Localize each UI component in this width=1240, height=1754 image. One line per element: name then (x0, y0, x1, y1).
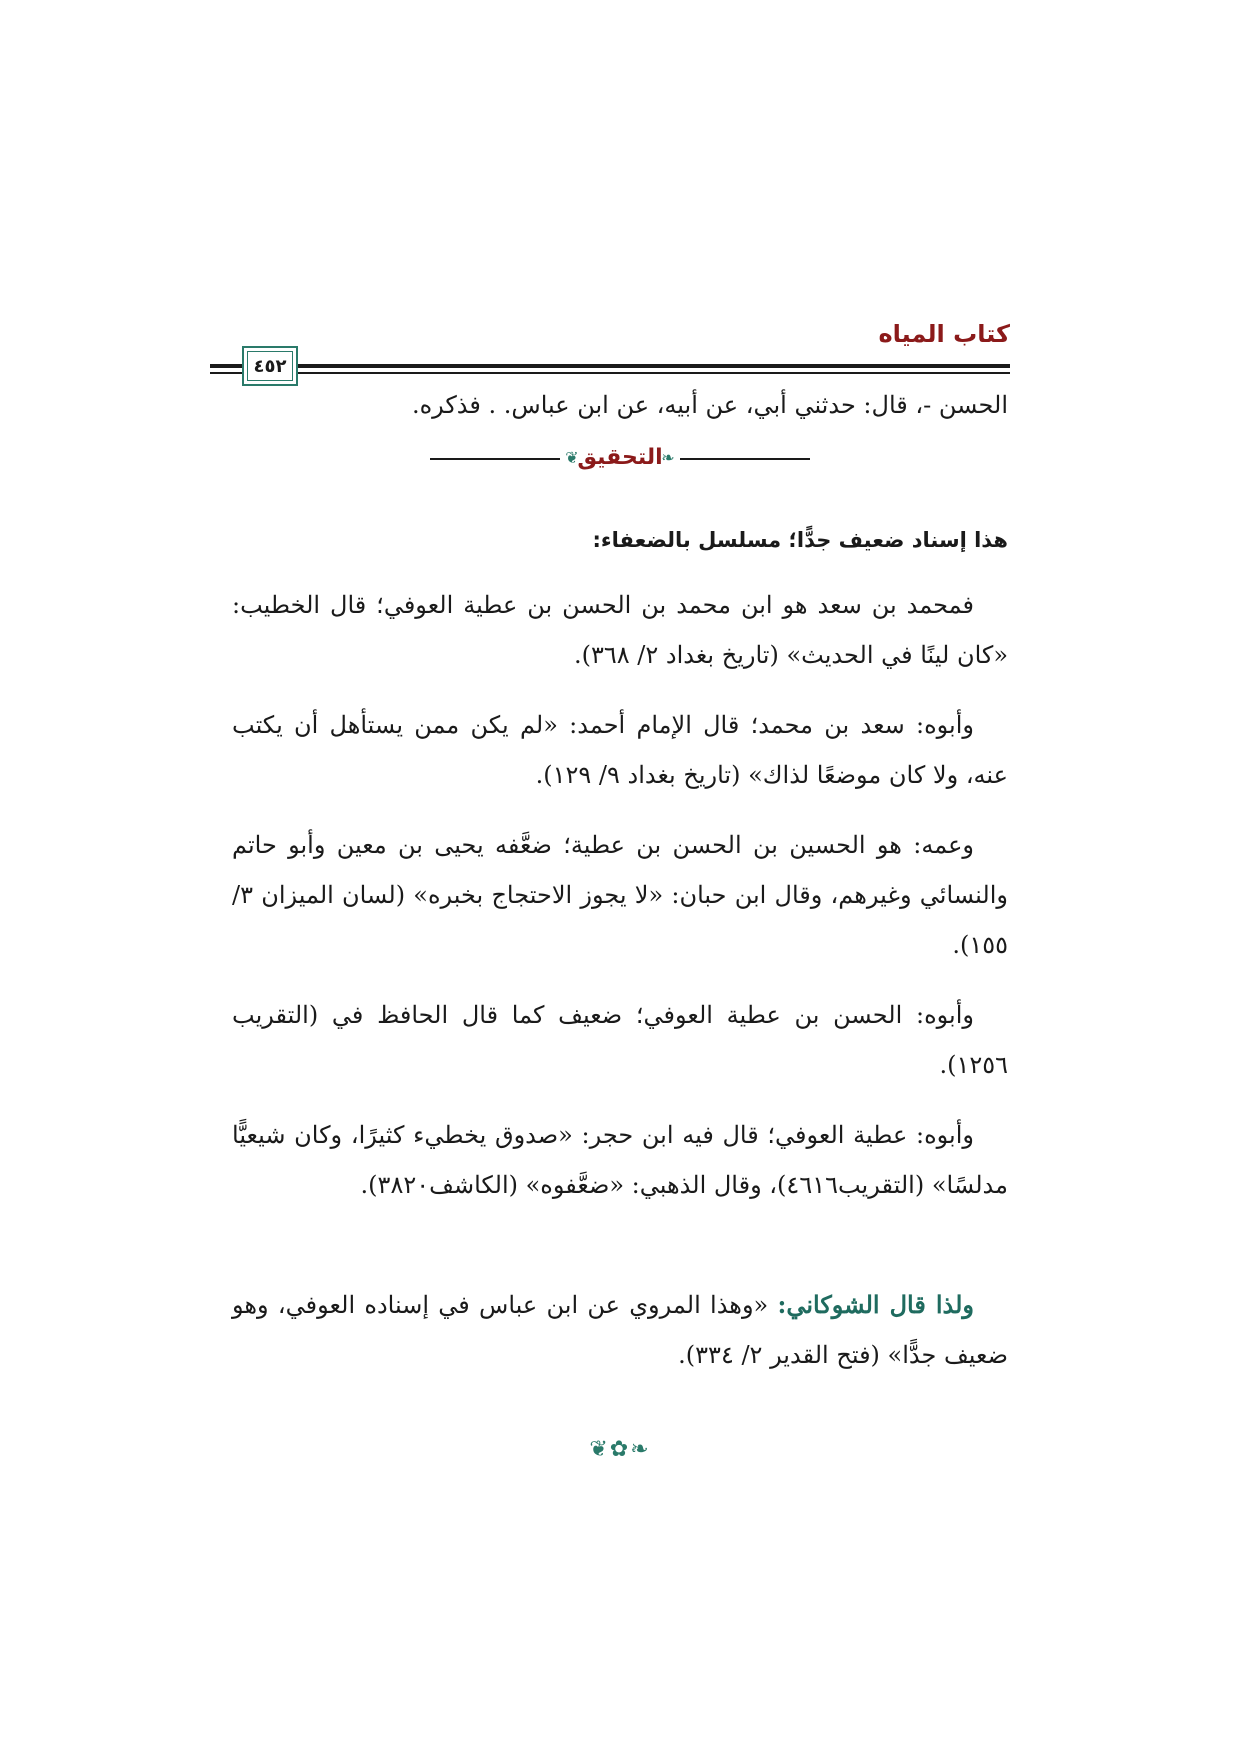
header-rule-thick (210, 364, 1010, 368)
paragraph-text: فمحمد بن سعد هو ابن محمد بن الحسن بن عطية العوفي؛ قال الخطيب: «كان لينًا في الحديث» (تاريخ بغداد ٢/ ٣٦٨). (232, 591, 1008, 669)
closing-quote: «وهذا المروي عن ابن عباس في إسناده العوفي، وهو ضعيف جدًّا» (فتح القدير ٢/ ٣٣٤). (232, 1291, 1008, 1369)
paragraph-text: وعمه: هو الحسين بن الحسن بن عطية؛ ضعَّفه يحيى بن معين وأبو حاتم والنسائي وغيرهم، وقال ابن حبان: «لا يجوز الاحتجاج بخبره» (لسان الميزان ٣/ ١٥٥). (232, 831, 1008, 959)
section-title: التحقيق (577, 445, 663, 470)
divider-ornament-right-icon: ❧ (661, 448, 675, 467)
closing-paragraph (232, 1280, 1008, 1380)
divider-line-left (430, 458, 560, 460)
paragraph-1 (232, 580, 1008, 680)
paragraph-2 (232, 700, 1008, 800)
end-ornament-icon: ❦✿❧ (589, 1437, 651, 1462)
paragraph-4 (232, 990, 1008, 1090)
paragraph-text: وأبوه: الحسن بن عطية العوفي؛ ضعيف كما قال الحافظ في (التقريب ١٢٥٦). (232, 1001, 1008, 1079)
section-divider (430, 440, 810, 476)
book-title: كتاب المياه (878, 320, 1010, 348)
intro-text: الحسن -، قال: حدثني أبي، عن أبيه، عن ابن عباس. . فذكره. (411, 391, 1008, 419)
paragraph-text: وأبوه: عطية العوفي؛ قال فيه ابن حجر: «صدوق يخطيء كثيرًا، وكان شيعيًّا مدلسًا» (التقريب٤٦١٦)، وقال الذهبي: «ضعَّفوه» (الكاشف٣٨٢٠). (232, 1121, 1008, 1199)
closing-text (232, 1280, 1008, 1380)
section-heading: هذا إسناد ضعيف جدًّا؛ مسلسل بالضعفاء: (592, 528, 1008, 552)
paragraph-5 (232, 1110, 1008, 1210)
paragraph-3 (232, 820, 1008, 970)
intro-line (232, 380, 1008, 430)
divider-line-right (680, 458, 810, 460)
page-number: ٤٥٢ (253, 355, 287, 377)
paragraph-text: وأبوه: سعد بن محمد؛ قال الإمام أحمد: «لم يكن ممن يستأهل أن يكتب عنه، ولا كان موضعًا لذاك» (تاريخ بغداد ٩/ ١٢٩). (232, 711, 1008, 789)
page-header (210, 318, 1010, 388)
closing-lead: ولذا قال الشوكاني: (777, 1290, 974, 1319)
divider-ornament-left-icon: ❦ (565, 448, 579, 467)
header-rule-thin (210, 372, 1010, 374)
